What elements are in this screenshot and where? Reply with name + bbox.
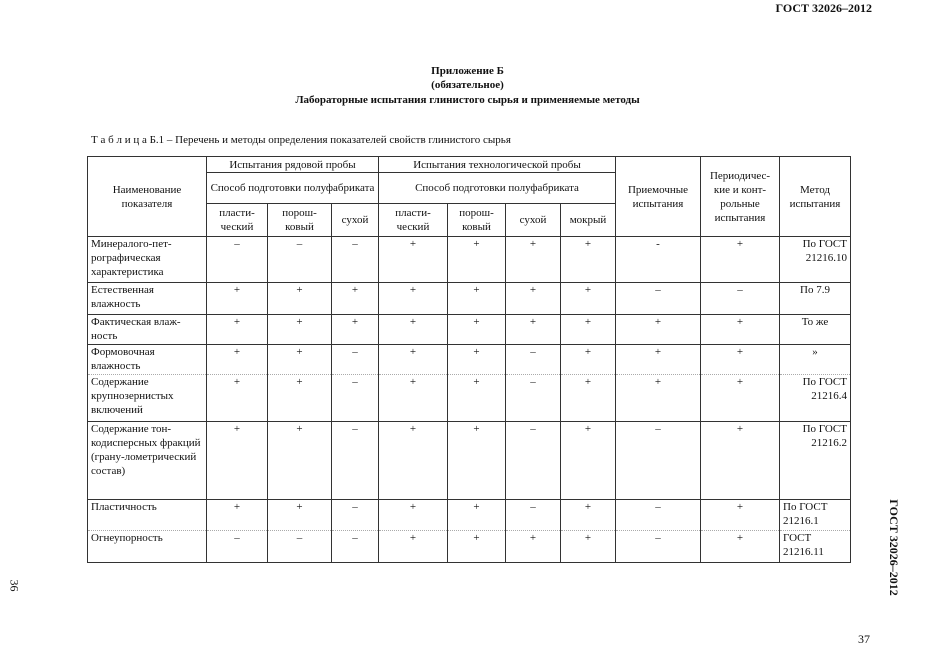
row-value: + [561,531,616,563]
row-value: + [268,500,332,531]
properties-table [87,156,851,563]
appendix-status: (обязательное) [431,79,504,91]
table-row [88,283,851,315]
row-value: + [268,375,332,422]
row-value: + [506,237,561,283]
row-name: Естественная влажность [88,283,207,315]
col-prep-tech: Способ подготовки полуфабриката [379,173,616,204]
row-method: По ГОСТ 21216.1 [780,500,851,531]
row-value: + [379,237,448,283]
row-method: То же [780,315,851,345]
row-method: По ГОСТ 21216.10 [780,237,851,283]
row-value: + [561,375,616,422]
row-method: » [780,345,851,375]
row-value: – [207,531,268,563]
table-row [88,237,851,283]
appendix-title: Приложение Б [431,65,504,77]
row-value: + [506,531,561,563]
row-value: – [506,345,561,375]
row-value: + [207,315,268,345]
row-value: + [379,531,448,563]
row-value: – [506,500,561,531]
row-value: + [207,283,268,315]
row-value: – [207,237,268,283]
row-value: - [616,237,701,283]
row-value: + [268,315,332,345]
row-value: + [379,345,448,375]
document-header: ГОСТ 32026–2012 [775,1,872,15]
row-value: + [616,345,701,375]
appendix-subtitle: Лабораторные испытания глинистого сырья и применяемые методы [295,94,640,106]
row-value: + [207,422,268,500]
row-value: + [701,375,780,422]
row-value: + [448,422,506,500]
row-name: Фактическая влаж-ность [88,315,207,345]
row-value: – [616,283,701,315]
row-value: + [332,315,379,345]
row-value: – [616,422,701,500]
col-group-raw: Испытания рядовой пробы [207,157,379,173]
col-prep-raw: Способ подготовки полуфабриката [207,173,379,204]
row-value: + [448,283,506,315]
row-method: По 7.9 [780,283,851,315]
col-sub: пласти-ческий [207,204,268,237]
col-sub: сухой [332,204,379,237]
table-row [88,375,851,422]
col-sub: порош-ковый [268,204,332,237]
row-value: – [506,375,561,422]
row-value: + [561,283,616,315]
page-number-right: 37 [858,632,870,646]
row-value: + [701,531,780,563]
row-value: + [268,283,332,315]
row-value: + [561,500,616,531]
row-value: + [506,283,561,315]
col-name: Наименование показателя [88,157,207,237]
row-value: + [379,375,448,422]
row-value: + [701,237,780,283]
col-acceptance: Приемочные испытания [616,157,701,237]
row-value: + [379,422,448,500]
row-value: + [701,500,780,531]
row-value: + [701,422,780,500]
row-value: – [332,531,379,563]
row-method: ГОСТ 21216.11 [780,531,851,563]
row-value: + [379,283,448,315]
row-value: + [268,345,332,375]
row-value: – [506,422,561,500]
row-name: Формовочная влажность [88,345,207,375]
side-header: ГОСТ 32026–2012 [886,499,901,596]
col-sub: мокрый [561,204,616,237]
row-value: – [616,531,701,563]
row-value: + [448,345,506,375]
row-value: + [448,237,506,283]
row-value: + [616,375,701,422]
row-value: + [268,422,332,500]
table-row [88,531,851,563]
row-value: + [561,345,616,375]
row-value: + [332,283,379,315]
row-value: + [448,375,506,422]
col-group-tech: Испытания технологической пробы [379,157,616,173]
row-method: По ГОСТ 21216.4 [780,375,851,422]
row-value: + [561,422,616,500]
row-method: По ГОСТ 21216.2 [780,422,851,500]
table-row [88,422,851,500]
row-value: + [448,315,506,345]
row-value: + [561,315,616,345]
row-value: + [207,345,268,375]
table-row [88,345,851,375]
row-value: – [701,283,780,315]
col-sub: пласти-ческий [379,204,448,237]
row-value: + [448,500,506,531]
table-caption: Т а б л и ц а Б.1 – Перечень и методы определения показателей свойств глинистого сырья [91,134,511,146]
row-value: + [379,500,448,531]
page-number-left: 36 [7,579,22,592]
row-value: – [616,500,701,531]
row-value: – [332,345,379,375]
row-name: Содержание тон-кодисперсных фракций (грану-лометрический состав) [88,422,207,500]
row-value: + [207,375,268,422]
row-name: Минералого-пет-рографическая характеристика [88,237,207,283]
row-value: + [379,315,448,345]
table-row [88,500,851,531]
row-value: + [701,345,780,375]
row-value: – [268,531,332,563]
row-value: – [332,422,379,500]
row-name: Огнеупорность [88,531,207,563]
row-value: – [332,375,379,422]
row-value: + [561,237,616,283]
col-method: Метод испытания [780,157,851,237]
row-value: + [207,500,268,531]
row-value: – [268,237,332,283]
row-name: Содержание крупнозернистых включений [88,375,207,422]
col-sub: сухой [506,204,561,237]
row-value: + [701,315,780,345]
col-periodic: Периодичес-кие и конт-рольные испытания [701,157,780,237]
col-sub: порош-ковый [448,204,506,237]
row-name: Пластичность [88,500,207,531]
row-value: + [506,315,561,345]
row-value: + [448,531,506,563]
table-row [88,315,851,345]
row-value: – [332,237,379,283]
row-value: + [616,315,701,345]
row-value: – [332,500,379,531]
